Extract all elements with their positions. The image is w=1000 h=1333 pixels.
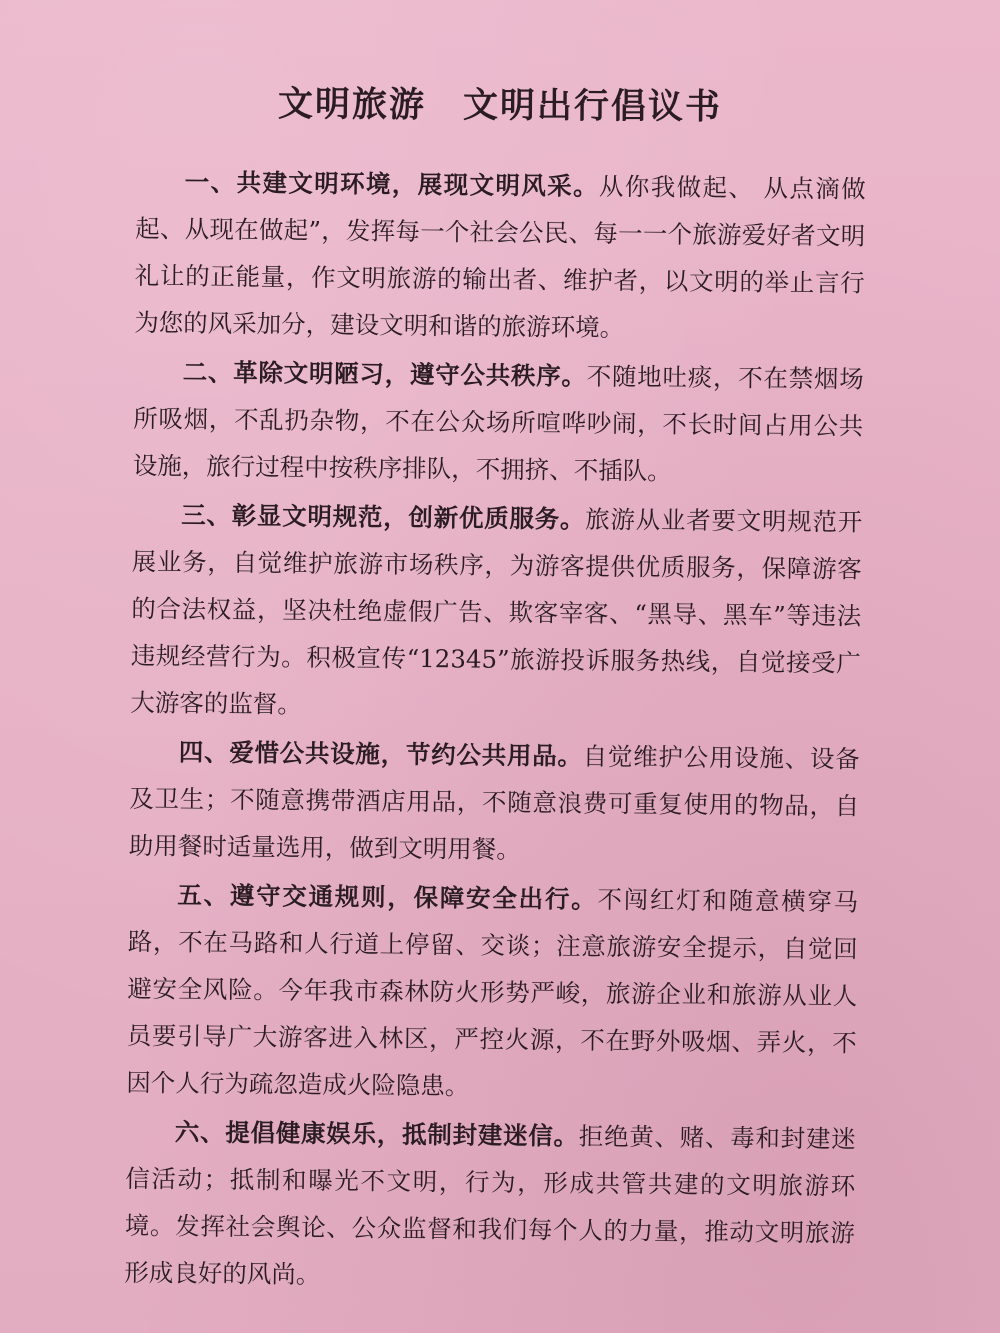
paragraph-3-text: 旅游从业者要文明规范开展业务，自觉维护旅游市场秩序，为游客提供优质服务，保障游客的合法权益，坚决杜绝虚假广告、欺客宰客、“黑导、黑车”等违法违规经营行为。积极宣传“12345”旅游投诉服务热线，自觉接受广大游客的监督。: [130, 504, 863, 719]
paragraph-5: [126, 871, 858, 1114]
paragraph-4-text: 自觉维护公用设施、设备及卫生；不随意携带酒店用品，不随意浪费可重复使用的物品，自助用餐时适量选用，做到文明用餐。: [128, 741, 860, 865]
paragraph-2-text: 不随地吐痰，不在禁烟场所吸烟，不乱扔杂物，不在公众场所喧哗吵闹，不长时间占用公共设施，旅行过程中按秩序排队，不拥挤、不插队。: [132, 361, 864, 486]
paragraph-4: [129, 728, 860, 877]
paragraph-2-heading: 二、革除文明陋习，遵守公共秩序。: [182, 357, 587, 391]
paragraph-3: [130, 491, 862, 734]
document-body: [124, 158, 866, 1306]
document-title: 文明旅游 文明出行倡议书: [277, 83, 723, 128]
paragraph-6-text: 拒绝黄、赌、毒和封建迷信活动；抵制和曝光不文明，行为，形成共管共建的文明旅游环境。发挥社会舆论、公众监督和我们每个人的力量，推动文明旅游形成良好的风尚。: [124, 1121, 856, 1289]
paragraph-4-heading: 四、爱惜公共设施，节约公共用品。: [178, 737, 583, 771]
paragraph-1-text: 从你我做起、 从点滴做起、从现在做起”，发挥每一个社会公民、每一一个旅游爱好者文明礼让的正能量，作文明旅游的输出者、维护者，以文明的举止言行为您的风采加分，建设文明和谐的旅游环境。: [134, 171, 866, 343]
paragraph-6-heading: 六、提倡健康娱乐，抵制封建迷信。: [174, 1117, 579, 1151]
paragraph-5-heading: 五、遵守交通规则，保障安全出行。: [177, 880, 598, 914]
paragraph-3-heading: 三、彰显文明规范，创新优质服务。: [181, 500, 586, 534]
paragraph-2: [133, 348, 864, 497]
paragraph-1: [134, 158, 866, 354]
paragraph-5-text: 不闯红灯和随意横穿马路，不在马路和人行道上停留、交谈；注意旅游安全提示，自觉回避安全风险。今年我市森林防火形势严峻，旅游企业和旅游从业人员要引导广大游客进入林区，严控火源，不在野外吸烟、弄火，不因个人行为疏忽造成火险隐患。: [126, 884, 859, 1101]
paragraph-1-heading: 一、共建文明环境，展现文明风采。: [184, 167, 600, 201]
paragraph-6: [124, 1108, 856, 1304]
